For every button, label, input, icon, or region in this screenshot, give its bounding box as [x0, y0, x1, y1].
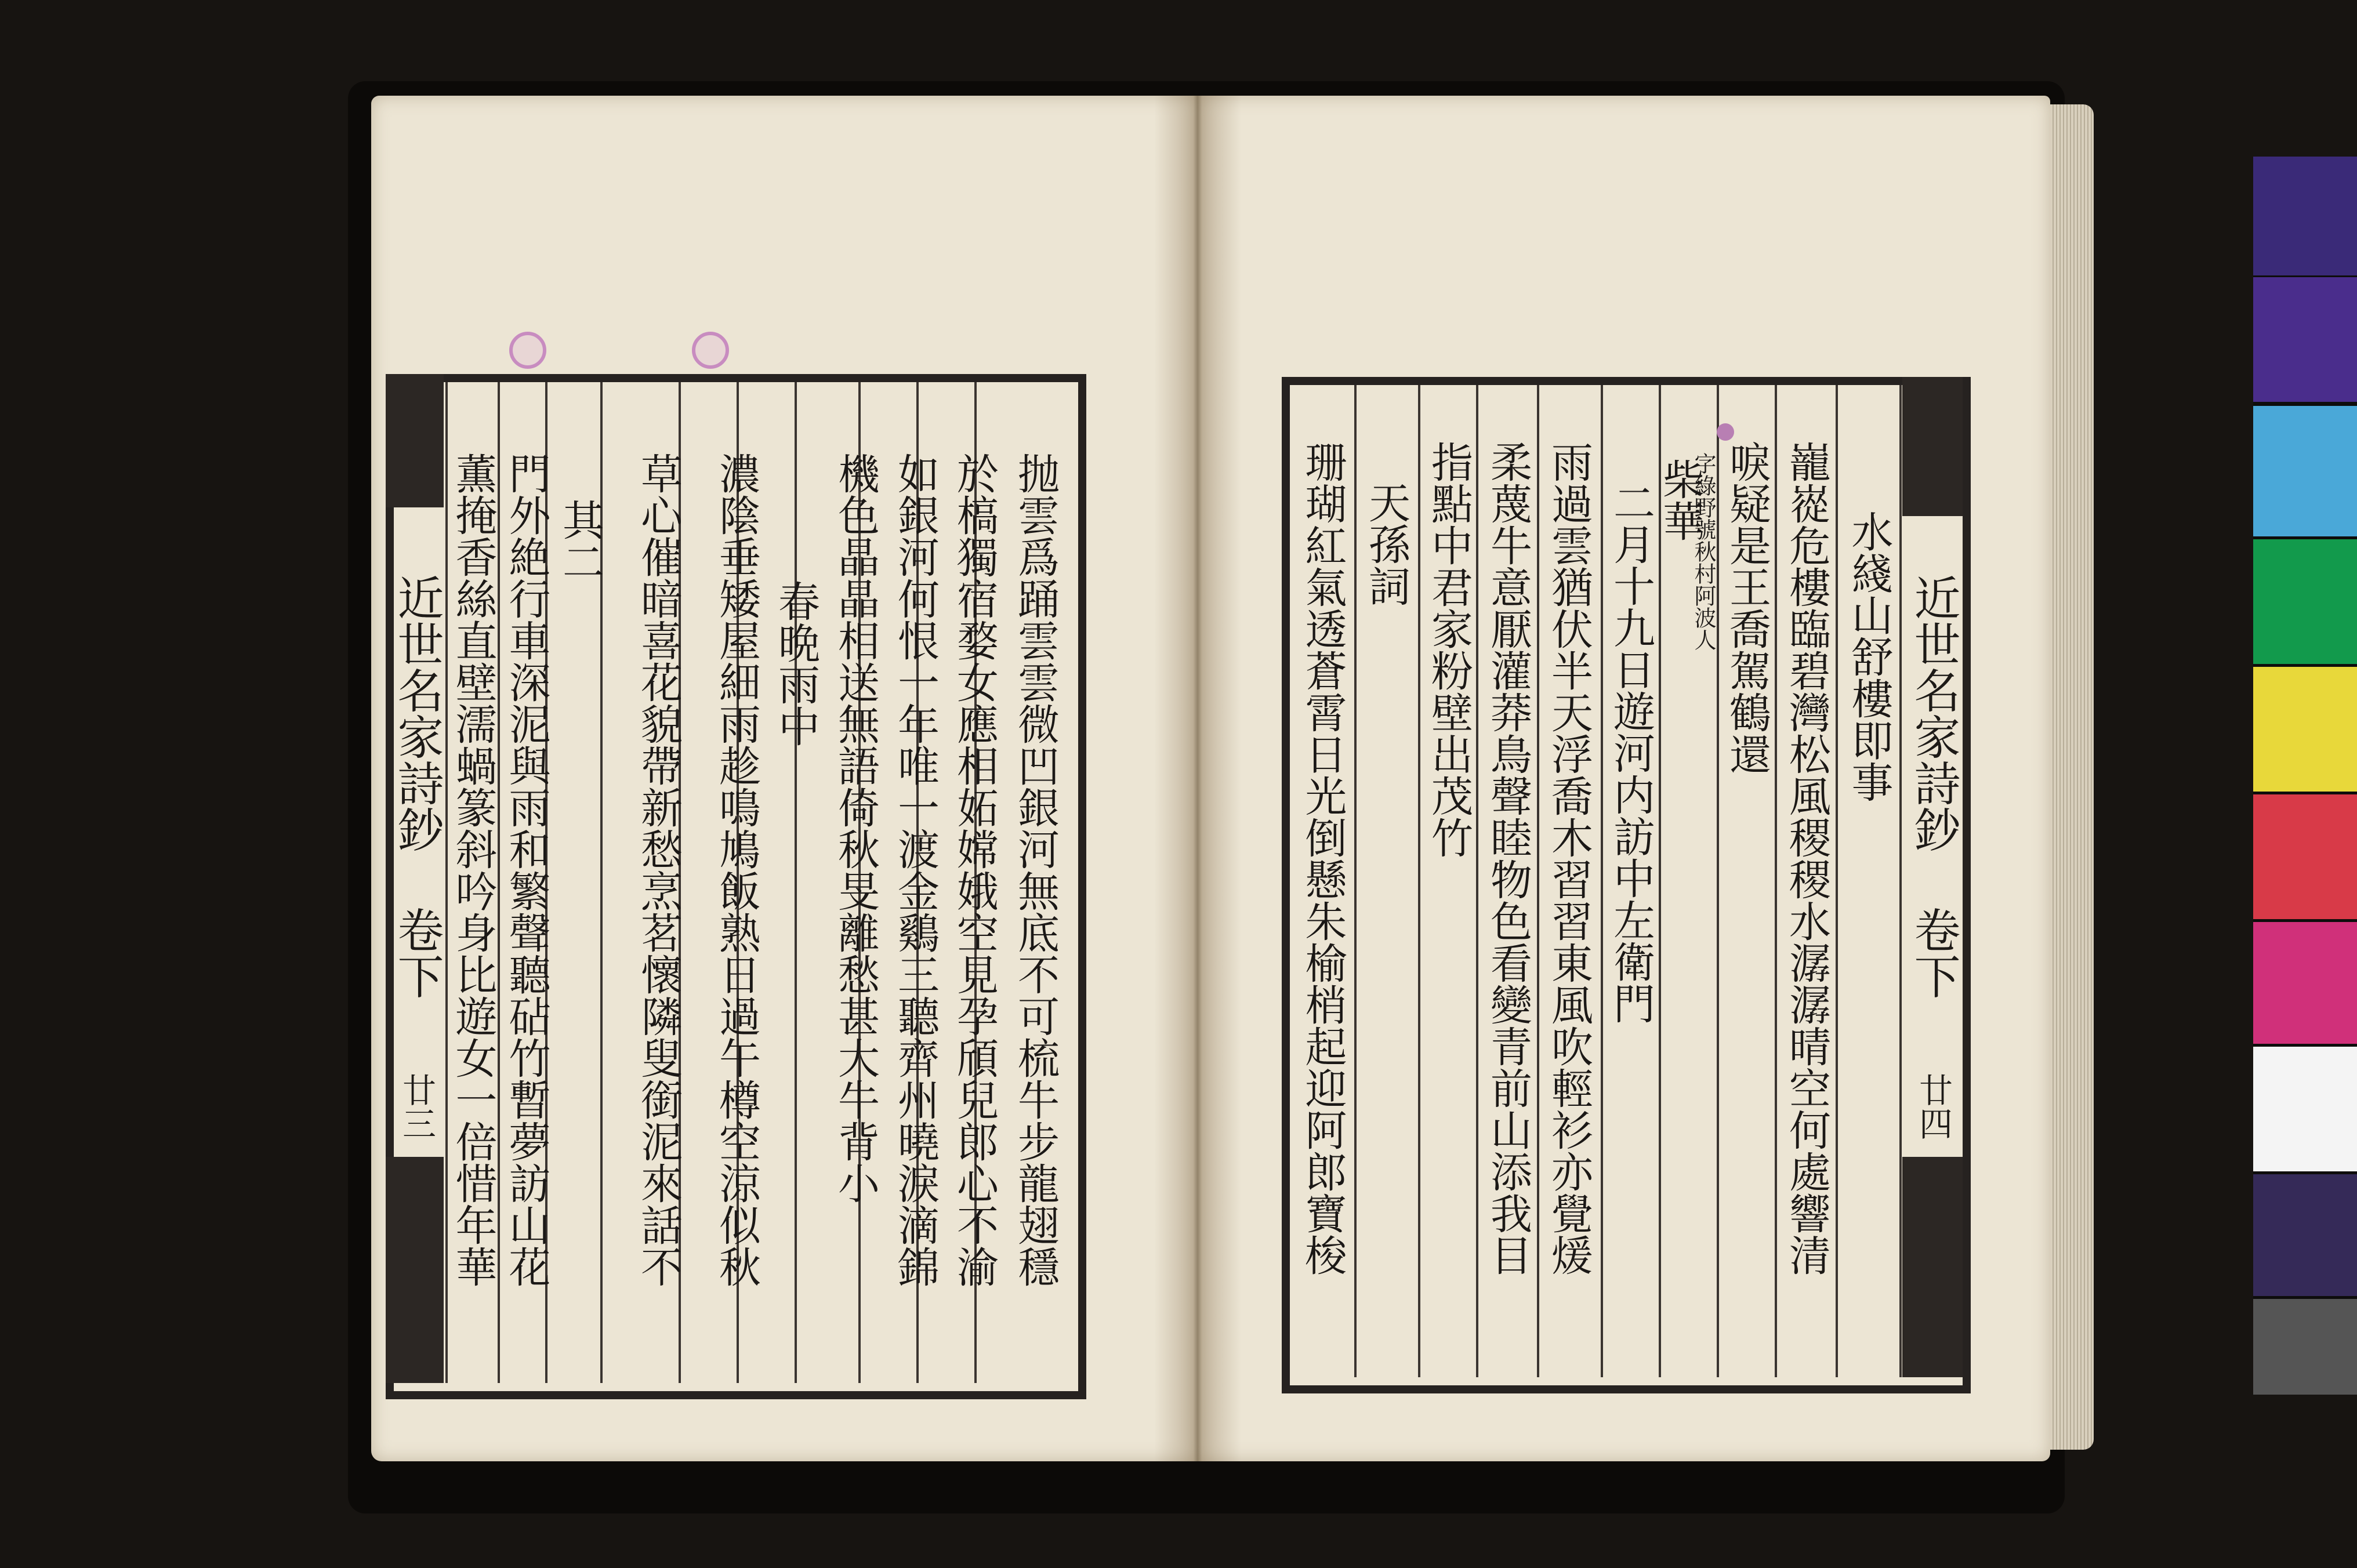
- right-column-7-text: 雨過雲猶伏半天浮喬木習習東風吹輕衫亦覺煖: [1544, 441, 1593, 1276]
- left-text-column-2: [945, 452, 1003, 1369]
- right-poem-title-1: [1839, 510, 1899, 858]
- color-swatch-5: [2253, 667, 2357, 792]
- right-poem-title-1-text: 水綫山舒樓即事: [1844, 510, 1894, 803]
- left-text-column-1: [1006, 452, 1064, 1369]
- left-poem-title-2-text: 其二: [556, 499, 604, 582]
- seal-stamp-1: [509, 332, 546, 369]
- color-swatch-3: [2253, 406, 2357, 536]
- left-column-3-text: 如銀河何恨一年唯一渡金鷄三聽齊州曉淚滴錦: [891, 452, 940, 1287]
- right-text-column-7: [1540, 441, 1598, 1363]
- left-margin-block-top: [386, 374, 444, 507]
- right-author-note-text: 字綠野號秋村阿波人: [1691, 452, 1716, 651]
- color-swatch-6: [2253, 794, 2357, 919]
- left-text-column-9: [499, 452, 554, 1369]
- left-poem-title-1-text: 春晩雨中: [771, 580, 820, 747]
- left-text-column-3: [886, 452, 944, 1369]
- right-folio-text: 廿四: [1913, 1073, 1953, 1140]
- color-swatch-7: [2253, 922, 2357, 1044]
- left-folio-text: 廿三: [397, 1073, 436, 1140]
- color-swatch-1: [2253, 157, 2357, 275]
- color-swatch-9: [2253, 1174, 2357, 1296]
- book-gutter: [1154, 96, 1241, 1461]
- right-folio: [1904, 1073, 1962, 1140]
- left-margin-title: [387, 574, 445, 999]
- left-poem-title-2: [554, 499, 606, 673]
- left-column-6-text: 濃陰垂矮屋細雨趁鳴鳩飯熟日過午樽空涼似秋: [712, 452, 761, 1287]
- page-fore-edge: [2050, 104, 2094, 1450]
- left-column-1-text: 抛雲爲踊雲雲微凹銀河無底不可梳牛步龍翅穩: [1011, 452, 1060, 1287]
- left-column-4-text: 機色晶晶相送無語倚秋旻離愁甚大牛背小: [831, 452, 880, 1204]
- right-margin-title-text: 近世名家詩鈔 卷下: [1906, 574, 1960, 999]
- right-text-column-9: [1420, 441, 1478, 1021]
- right-column-3-text: 唳疑是王喬駕鶴還: [1723, 441, 1771, 775]
- right-margin-block-top: [1902, 377, 1963, 516]
- right-column-11-text: 珊瑚紅氣透蒼霄日光倒懸朱榆梢起迎阿郎寶梭: [1298, 441, 1347, 1276]
- right-text-column-2: [1778, 441, 1836, 1363]
- left-text-column-7: [629, 452, 687, 1369]
- right-author-note: [1689, 452, 1718, 800]
- right-column-2-text: 巃嵸危樓臨碧灣松風稷稷水潺潺晴空何處響清: [1782, 441, 1831, 1276]
- left-text-column-10: [445, 452, 501, 1369]
- left-text-column-4: [826, 452, 884, 1369]
- right-text-column-3: [1718, 441, 1776, 1021]
- right-author-name-text: 柴華: [1656, 458, 1705, 542]
- right-poem-title-3-text: 天孫詞: [1362, 481, 1410, 607]
- left-folio: [387, 1073, 445, 1140]
- left-text-column-6: [708, 452, 766, 1369]
- left-column-10-text: 薫掩香絲直壁濡蝸篆斜吟身比遊女一倍惜年華: [448, 452, 498, 1287]
- left-column-9-text: 門外絶行車深泥與雨和繁聲聽砧竹暫夢訪山花: [502, 452, 551, 1287]
- right-margin-block-bottom: [1902, 1157, 1963, 1377]
- left-column-7-text: 草心催暗喜花貌帶新愁烹茗懷隣叟銜泥來話不: [634, 452, 683, 1287]
- right-text-column-8: [1479, 441, 1537, 1363]
- color-swatch-4: [2253, 539, 2357, 664]
- right-poem-title-2: [1602, 481, 1660, 1119]
- color-swatch-8: [2253, 1047, 2357, 1171]
- color-swatch-2: [2253, 277, 2357, 402]
- right-column-9-text: 指點中君家粉壁出茂竹: [1424, 441, 1473, 858]
- seal-stamp-2: [692, 332, 729, 369]
- color-swatch-10: [2253, 1299, 2357, 1395]
- right-rule-9: [1899, 385, 1902, 1377]
- right-column-8-text: 柔蔑牛意厭灌莽鳥聲睦物色看變青前山添我目: [1484, 441, 1532, 1276]
- author-marker-dot: [1717, 423, 1734, 441]
- right-margin-title: [1904, 574, 1962, 999]
- left-column-2-text: 於槁獨宿婺女應相妬嫦娥空見孕頎兒郎心不渝: [950, 452, 999, 1287]
- left-margin-block-bottom: [386, 1157, 444, 1383]
- left-poem-title-1: [767, 580, 825, 870]
- right-poem-title-3: [1357, 481, 1415, 713]
- left-rule-6: [795, 382, 797, 1383]
- right-poem-title-2-text: 二月十九日遊河内訪中左衛門: [1607, 481, 1655, 1024]
- right-text-column-11: [1292, 441, 1353, 1363]
- left-margin-title-text: 近世名家詩鈔 卷下: [390, 574, 444, 999]
